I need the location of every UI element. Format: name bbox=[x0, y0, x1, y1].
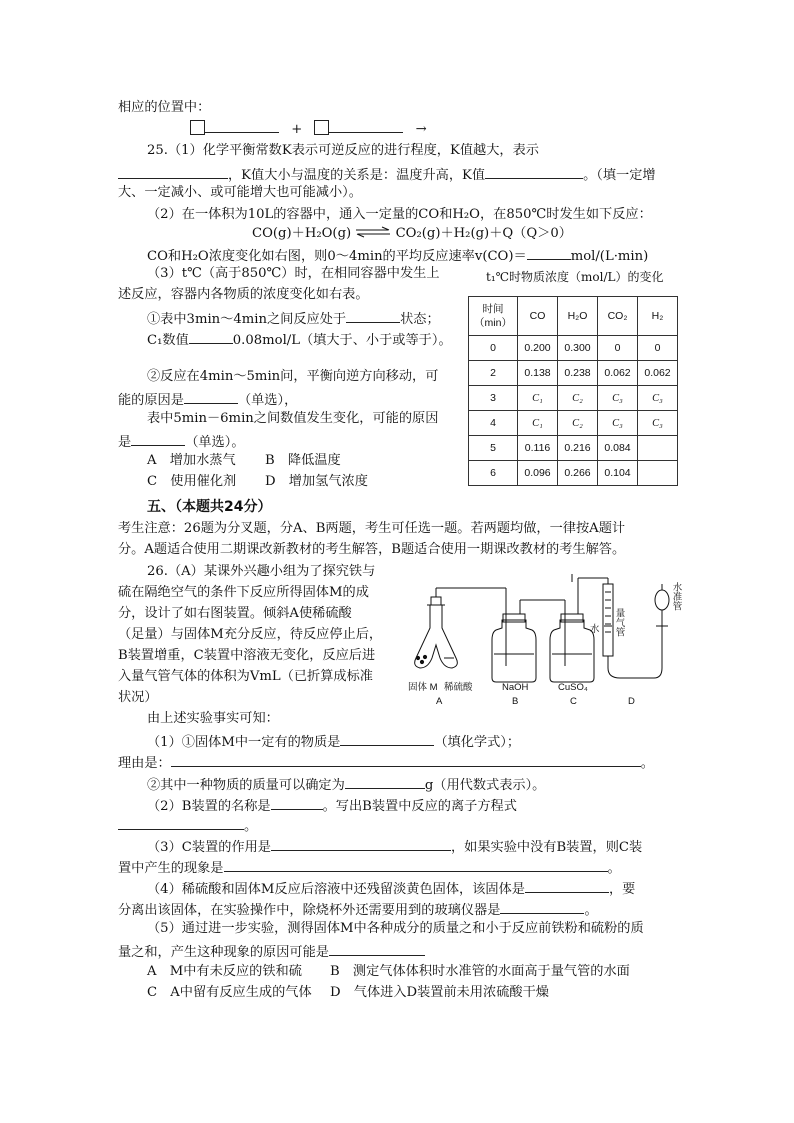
q25-line11: ②反应在4min～5min问，平衡向逆方向移动，可 bbox=[147, 369, 439, 384]
table-cell: C₃ bbox=[598, 386, 638, 411]
q25-line9: ①表中3min～4min之间反应处于 状态； bbox=[147, 309, 440, 328]
label-level-tube-text: 水准管 bbox=[670, 582, 682, 611]
table-cell: C₃ bbox=[638, 386, 678, 411]
q25-line8: 述反应，容器内各物质的浓度变化如右表。 bbox=[118, 287, 369, 302]
q26-option-a: A M中有未反应的铁和硫 bbox=[147, 964, 302, 979]
answer-blank[interactable] bbox=[345, 775, 425, 789]
answer-blank[interactable] bbox=[527, 246, 571, 260]
q26-line8: 由上述实验事实可知： bbox=[147, 711, 279, 726]
q26-option-b: B 测定气体体积时水准管的水面高于量气管的水面 bbox=[330, 964, 630, 979]
q25-equation: CO(g)＋H₂O(g) CO₂(g)＋H₂(g)＋Q（Q＞0） bbox=[252, 226, 572, 241]
table-cell: 0 bbox=[638, 336, 678, 361]
answer-box[interactable] bbox=[190, 120, 205, 135]
table-header-cell: CO bbox=[518, 297, 558, 336]
table-row bbox=[469, 386, 678, 411]
q25-option-b: B 降低温度 bbox=[265, 453, 341, 468]
equation-blanks bbox=[190, 119, 427, 138]
q25-line13: 表中5min－6min之间数值发生变化，可能的原因 bbox=[147, 411, 439, 426]
q26-option-d: D 气体进入D装置前未用浓硫酸干燥 bbox=[330, 985, 549, 1000]
section-title: 五、（本题共24分） bbox=[147, 499, 272, 515]
label-letter-d: D bbox=[628, 696, 635, 705]
q26-line17: 分离出该固体，在实验操作中，除烧杯外还需要用到的玻璃仪器是 。 bbox=[118, 900, 598, 919]
q25-line10: C₁数值 0.08mol/L（填大于、小于或等于）。 bbox=[147, 330, 452, 349]
q26-line13: 。 bbox=[118, 816, 257, 835]
table-cell: 0.266 bbox=[558, 461, 598, 486]
section-note-1: 考生注意：26题为分叉题，分A、B两题，考生可任选一题。若两题均做，一律按A题计 bbox=[118, 521, 626, 536]
q26-line6: 入量气管气体的体积为VmL（已折算成标准 bbox=[118, 669, 373, 684]
table-header-time: 时间 （min） bbox=[469, 297, 518, 336]
equilibrium-arrows-icon bbox=[355, 226, 391, 238]
table-cell: 3 bbox=[469, 386, 518, 411]
intro-line: 相应的位置中： bbox=[118, 100, 211, 115]
q25-line6: CO和H₂O浓度变化如右图，则0～4min的平均反应速率v(CO)＝ mol/(L·min) bbox=[147, 246, 648, 265]
answer-blank[interactable] bbox=[205, 119, 279, 133]
table-row bbox=[469, 436, 678, 461]
q26-line14: （3）C装置的作用是 ，如果实验中没有B装置，则C装 bbox=[147, 837, 642, 856]
label-gas-tube bbox=[614, 608, 626, 637]
answer-blank[interactable] bbox=[271, 837, 451, 851]
answer-blank[interactable] bbox=[171, 753, 641, 767]
answer-blank[interactable] bbox=[184, 390, 238, 404]
table-row bbox=[469, 361, 678, 386]
q26-line5: B装置增重，C装置中溶液无变化，反应后进 bbox=[118, 648, 376, 663]
table-cell: 0.062 bbox=[638, 361, 678, 386]
answer-blank[interactable] bbox=[118, 165, 228, 179]
plus-sign: + bbox=[291, 122, 303, 137]
table-cell: C₂ bbox=[558, 411, 598, 436]
table-cell: 0.200 bbox=[518, 336, 558, 361]
answer-blank[interactable] bbox=[131, 432, 185, 446]
table-cell: C₁ bbox=[518, 411, 558, 436]
arrow-sign: → bbox=[415, 122, 427, 137]
table-row bbox=[469, 411, 678, 436]
q25-line3: 大、一定减小、或可能增大也可能减小）。 bbox=[118, 185, 362, 200]
table-cell: 0.104 bbox=[598, 461, 638, 486]
table-cell: 0 bbox=[598, 336, 638, 361]
q25-line2: ，K值大小与温度的关系是：温度升高，K值 。（填一定增 bbox=[118, 165, 656, 184]
q25-line7: （3）t℃（高于850℃）时，在相同容器中发生上 bbox=[147, 266, 440, 281]
answer-box[interactable] bbox=[314, 120, 329, 135]
label-solid-m: 固体 M bbox=[408, 682, 438, 693]
q26-line9: （1）①固体M中一定有的物质是 （填化学式）； bbox=[147, 732, 520, 751]
label-level-tube bbox=[671, 581, 683, 611]
q25-line14: 是 （单选）。 bbox=[118, 432, 245, 451]
q26-line16: （4）稀硫酸和固体M反应后溶液中还残留淡黄色固体，该固体是 ，要 bbox=[147, 879, 635, 898]
table-cell: C₃ bbox=[638, 411, 678, 436]
answer-blank[interactable] bbox=[329, 942, 425, 956]
answer-blank[interactable] bbox=[485, 165, 583, 179]
answer-blank[interactable] bbox=[340, 732, 434, 746]
experiment-apparatus-diagram bbox=[408, 570, 698, 705]
table-cell: 0.238 bbox=[558, 361, 598, 386]
q26-line7: 状况） bbox=[118, 690, 158, 705]
table-header-cell: H₂ bbox=[638, 297, 678, 336]
table-cell: C₃ bbox=[598, 411, 638, 436]
q26-line4: （足量）与固体M充分反应，待反应停止后， bbox=[118, 627, 383, 642]
answer-blank[interactable] bbox=[271, 796, 323, 810]
answer-blank[interactable] bbox=[224, 858, 608, 872]
table-cell: 4 bbox=[469, 411, 518, 436]
answer-blank[interactable] bbox=[189, 330, 233, 344]
table-header-cell: H₂O bbox=[558, 297, 598, 336]
table-cell: 0.062 bbox=[598, 361, 638, 386]
q26-line15: 置中产生的现象是 。 bbox=[118, 858, 621, 877]
section-note-2: 分。A题适合使用二期课改新教材的考生解答，B题适合使用一期课改教材的考生解答。 bbox=[118, 542, 626, 557]
label-letter-b: B bbox=[512, 696, 519, 705]
label-letter-c: C bbox=[570, 696, 577, 705]
table-title: t₁℃时物质浓度（mol/L）的变化 bbox=[486, 270, 664, 284]
table-header-cell: CO₂ bbox=[598, 297, 638, 336]
q25-line1: 25.（1）化学平衡常数K表示可逆反应的进行程度，K值越大，表示 bbox=[147, 143, 539, 158]
table-cell bbox=[638, 436, 678, 461]
table-header-row bbox=[469, 297, 678, 336]
q26-line1: 26.（A）某课外兴趣小组为了探究铁与 bbox=[147, 564, 376, 579]
table-cell: 0.300 bbox=[558, 336, 598, 361]
q26-line18: （5）通过进一步实验，测得固体M中各种成分的质量之和小于反应前铁粉和硫粉的质 bbox=[147, 921, 644, 936]
table-cell: 6 bbox=[469, 461, 518, 486]
q25-option-a: A 增加水蒸气 bbox=[147, 453, 236, 468]
table-cell: 2 bbox=[469, 361, 518, 386]
table-cell: 5 bbox=[469, 436, 518, 461]
table-row bbox=[469, 336, 678, 361]
q25-line12: 能的原因是 （单选）， bbox=[118, 390, 297, 409]
table-cell: 0.216 bbox=[558, 436, 598, 461]
table-cell: C₂ bbox=[558, 386, 598, 411]
table-cell: C₁ bbox=[518, 386, 558, 411]
label-gas-tube-text: 量气管 bbox=[613, 608, 625, 637]
q26-line11: ②其中一种物质的质量可以确定为 g（用代数式表示）。 bbox=[147, 775, 545, 794]
q26-line12: （2）B装置的名称是 。写出B装置中反应的离子方程式 bbox=[147, 796, 517, 815]
q26-line3: 分，设计了如右图装置。倾斜A使稀硫酸 bbox=[118, 606, 352, 621]
q26-line19: 量之和，产生这种现象的原因可能是 bbox=[118, 942, 425, 961]
table-row bbox=[469, 461, 678, 486]
label-naoh: NaOH bbox=[502, 682, 529, 693]
table-cell: 0.138 bbox=[518, 361, 558, 386]
answer-blank[interactable] bbox=[118, 816, 244, 830]
q25-option-c: C 使用催化剂 bbox=[147, 474, 237, 489]
answer-blank[interactable] bbox=[500, 900, 584, 914]
label-water: 水 bbox=[590, 624, 600, 635]
answer-blank[interactable] bbox=[346, 309, 400, 323]
q25-line4: （2）在一体积为10L的容器中，通入一定量的CO和H₂O，在850℃时发生如下反应： bbox=[147, 207, 652, 222]
q26-option-c: C A中留有反应生成的气体 bbox=[147, 985, 312, 1000]
table-cell: 0 bbox=[469, 336, 518, 361]
q25-option-d: D 增加氢气浓度 bbox=[265, 474, 368, 489]
table-cell: 0.096 bbox=[518, 461, 558, 486]
label-cuso4: CuSO₄ bbox=[558, 682, 588, 693]
q26-line2: 硫在隔绝空气的条件下反应所得固体M的成 bbox=[118, 585, 369, 600]
answer-blank[interactable] bbox=[525, 879, 609, 893]
label-dilute-acid: 稀硫酸 bbox=[444, 682, 473, 693]
table-cell: 0.116 bbox=[518, 436, 558, 461]
answer-blank[interactable] bbox=[329, 119, 403, 133]
table-cell: 0.084 bbox=[598, 436, 638, 461]
table-cell bbox=[638, 461, 678, 486]
concentration-table bbox=[468, 296, 678, 486]
label-letter-a: A bbox=[436, 696, 443, 705]
q26-line10: 理由是： 。 bbox=[118, 753, 654, 772]
